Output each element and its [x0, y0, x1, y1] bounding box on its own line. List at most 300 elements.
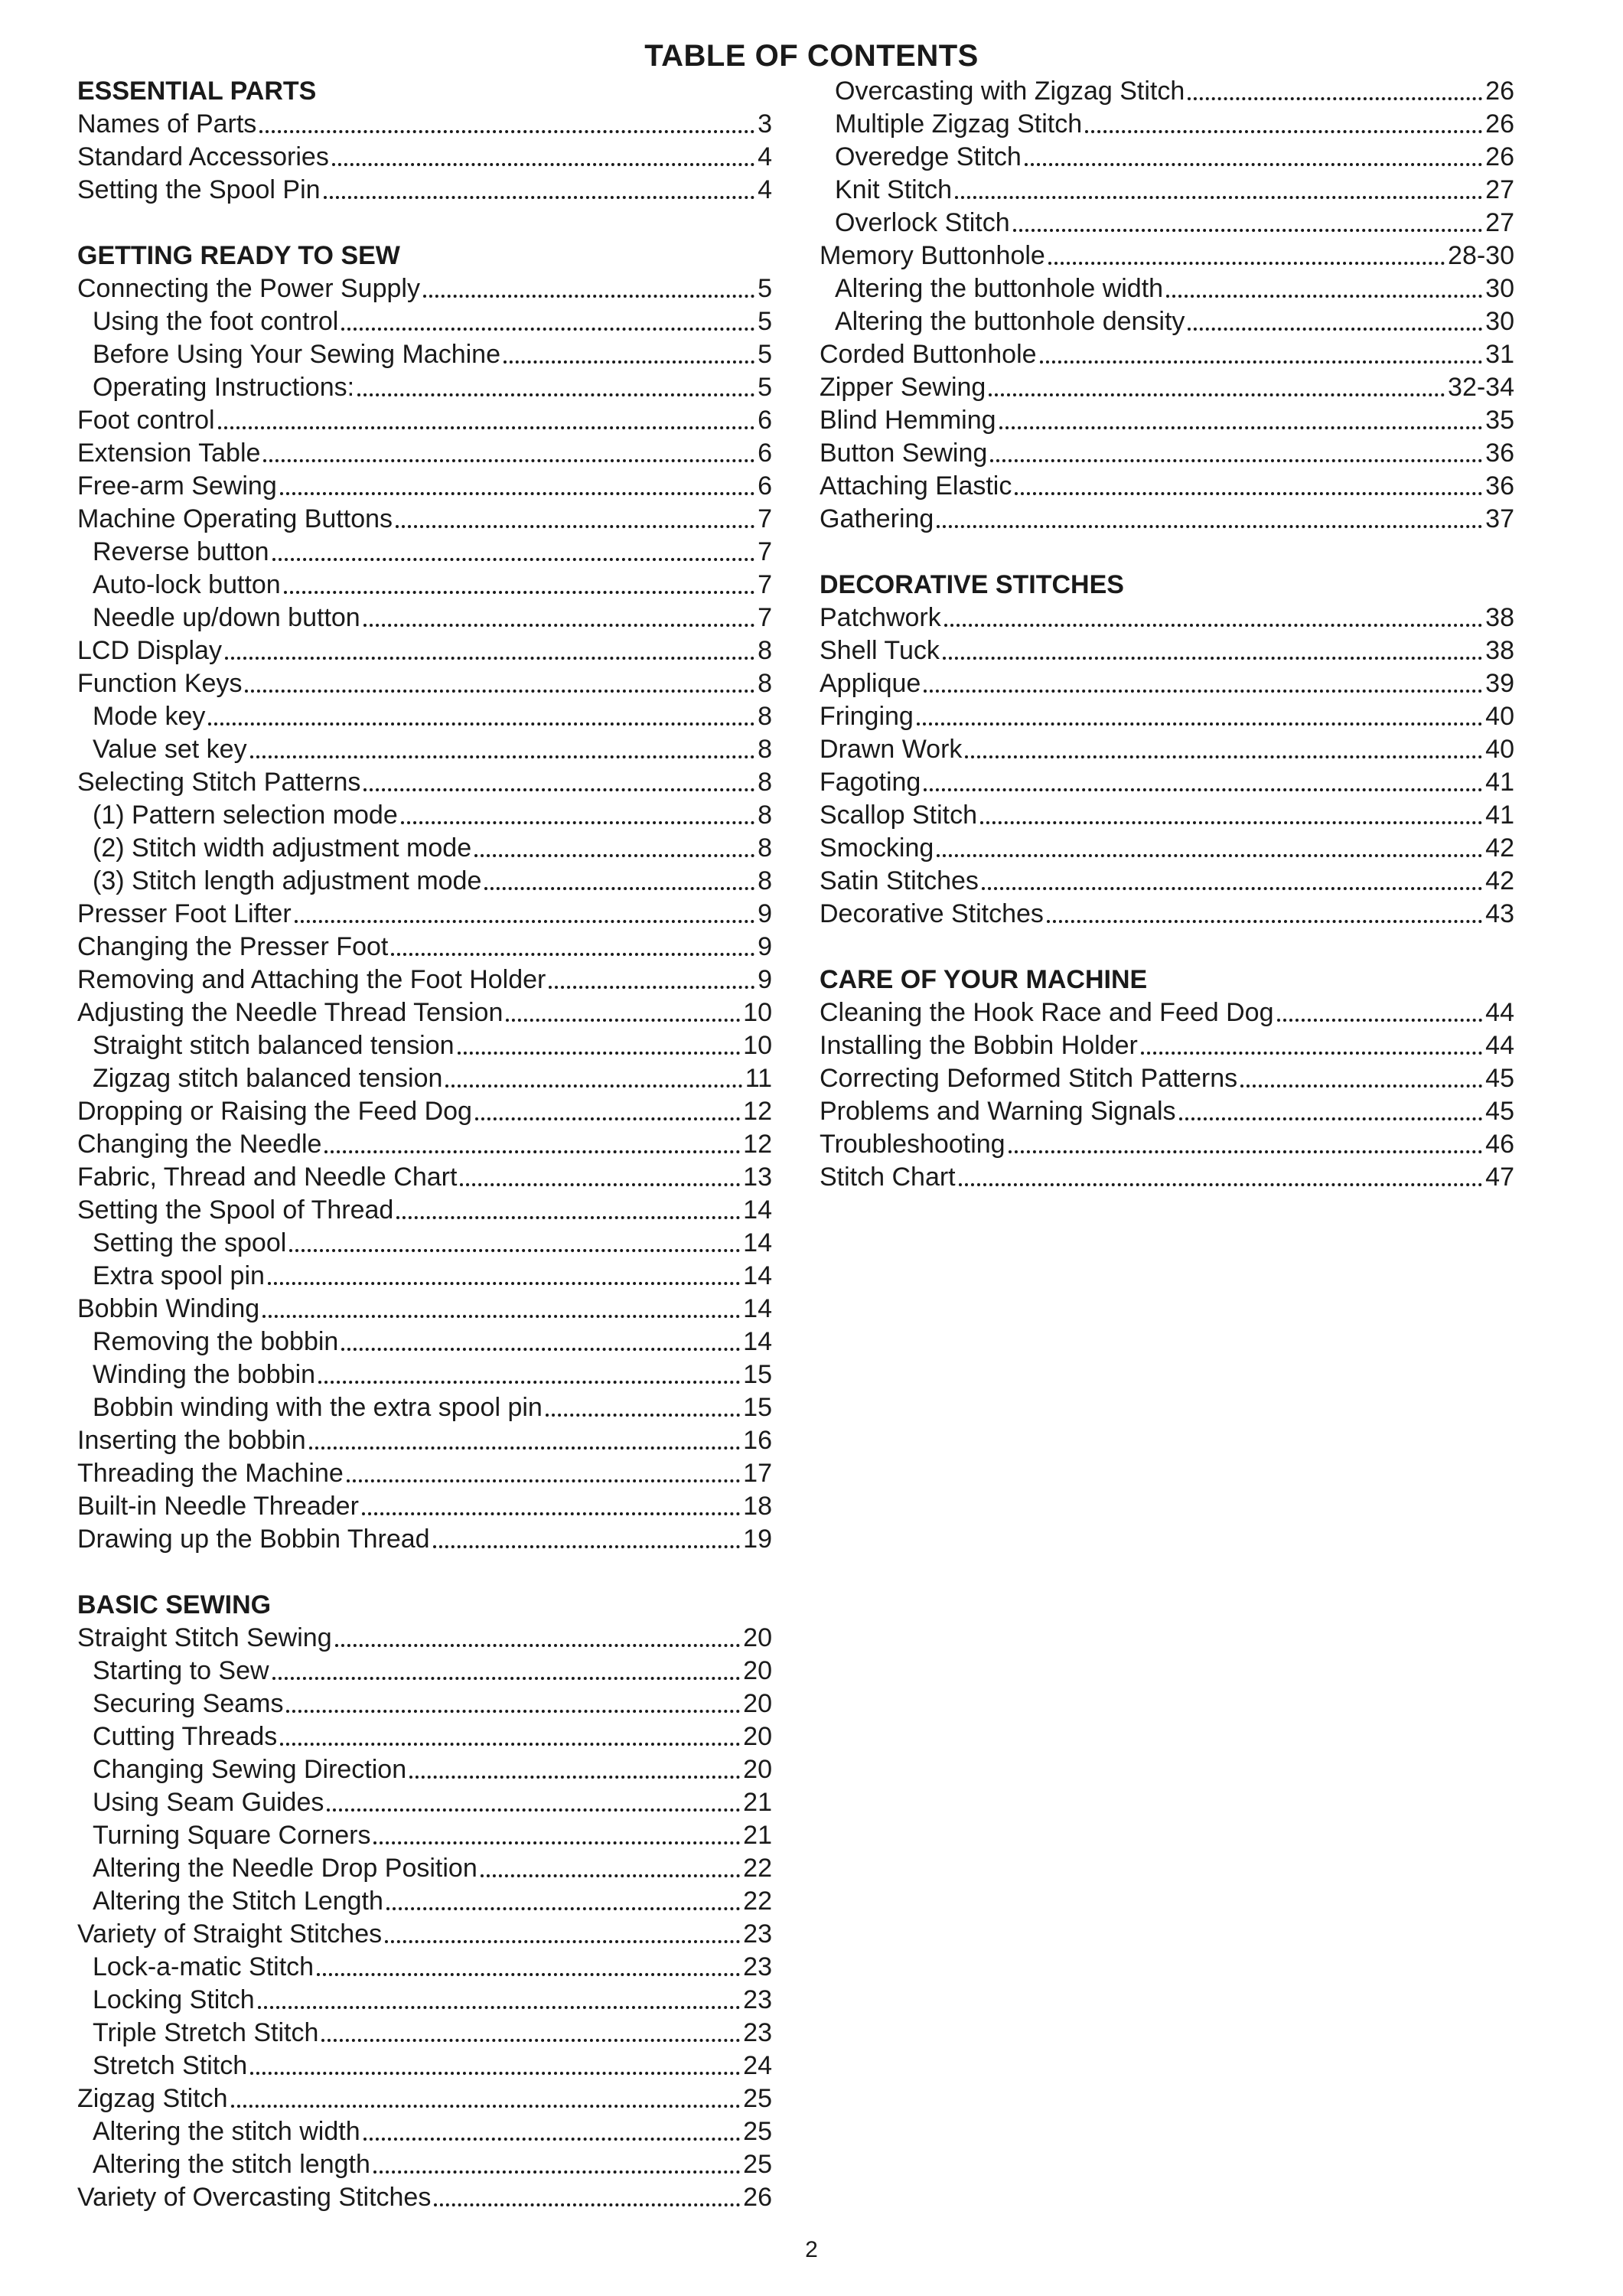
toc-entry[interactable]: [77, 1029, 772, 1062]
toc-entry-label: Presser Foot Lifter: [77, 899, 292, 928]
section-heading-essential-parts: ESSENTIAL PARTS: [77, 77, 317, 106]
toc-entry-page: 20: [743, 1689, 772, 1718]
toc-entry[interactable]: [820, 996, 1514, 1029]
dot-leader: [386, 1885, 740, 1918]
toc-entry-label: Altering the stitch width: [93, 2117, 360, 2146]
toc-entry[interactable]: [77, 1753, 772, 1786]
dot-leader: [309, 1424, 741, 1457]
toc-entry-label: Applique: [820, 669, 921, 698]
toc-entry-page: 23: [743, 1919, 772, 1949]
dot-leader: [258, 1984, 741, 2017]
toc-entry-label: Shell Tuck: [820, 636, 940, 665]
toc-entry-label: Using Seam Guides: [93, 1788, 324, 1817]
toc-entry-label: Straight stitch balanced tension: [93, 1031, 455, 1060]
toc-entry-label: Multiple Zigzag Stitch: [835, 109, 1083, 139]
dot-leader: [506, 996, 740, 1029]
dot-leader: [549, 964, 754, 996]
toc-entry-page: 11: [745, 1064, 772, 1093]
toc-entry[interactable]: [77, 1326, 772, 1358]
dot-leader: [1188, 75, 1482, 108]
toc-entry-page: 14: [743, 1228, 772, 1257]
dot-leader: [924, 766, 1482, 799]
toc-entry-label: Adjusting the Needle Thread Tension: [77, 998, 504, 1027]
page-number: 2: [805, 2237, 818, 2262]
toc-entry-label: Altering the stitch length: [93, 2150, 370, 2179]
dot-leader: [263, 437, 754, 470]
dot-leader: [1025, 141, 1482, 174]
toc-entry-page: 36: [1485, 439, 1514, 468]
toc-entry-label: Altering the Stitch Length: [93, 1887, 383, 1916]
toc-entry[interactable]: [77, 1786, 772, 1819]
toc-entry[interactable]: [820, 404, 1514, 437]
dot-leader: [980, 799, 1482, 832]
dot-leader: [1085, 108, 1482, 141]
toc-entry[interactable]: [77, 371, 772, 404]
toc-entry[interactable]: [820, 207, 1514, 240]
toc-entry-label: Scallop Stitch: [820, 801, 977, 830]
toc-entry-page: 8: [758, 669, 772, 698]
toc-entry-label: Using the foot control: [93, 307, 339, 336]
toc-entry-page: 22: [743, 1887, 772, 1916]
toc-entry-label: Overcasting with Zigzag Stitch: [835, 77, 1185, 106]
toc-entry-label: Free-arm Sewing: [77, 471, 277, 501]
toc-entry-label: Straight Stitch Sewing: [77, 1623, 332, 1652]
section-heading-decorative-stitches: DECORATIVE STITCHES: [820, 570, 1124, 599]
toc-entry[interactable]: [77, 272, 772, 305]
toc-entry[interactable]: [820, 766, 1514, 799]
toc-entry-page: 4: [758, 175, 772, 204]
toc-section: [820, 75, 1514, 536]
toc-entry[interactable]: [77, 141, 772, 174]
toc-entry[interactable]: [77, 1260, 772, 1293]
toc-entry-page: 44: [1485, 998, 1514, 1027]
toc-entry[interactable]: [77, 1622, 772, 1655]
toc-entry-page: 18: [743, 1492, 772, 1521]
toc-entry[interactable]: [820, 1095, 1514, 1128]
toc-right-column: [820, 75, 1514, 1194]
page-title: TABLE OF CONTENTS: [644, 39, 979, 73]
toc-entry[interactable]: [77, 634, 772, 667]
toc-entry[interactable]: [77, 1720, 772, 1753]
toc-entry-page: 7: [758, 504, 772, 533]
toc-entry[interactable]: [77, 503, 772, 536]
toc-entry[interactable]: [820, 141, 1514, 174]
toc-entry[interactable]: [820, 602, 1514, 634]
toc-entry-label: Altering the buttonhole width: [835, 274, 1164, 303]
dot-leader: [245, 667, 754, 700]
dot-leader: [363, 2115, 741, 2148]
toc-entry-page: 7: [758, 570, 772, 599]
toc-entry-page: 43: [1485, 899, 1514, 928]
toc-entry[interactable]: [77, 898, 772, 931]
toc-entry[interactable]: [77, 1194, 772, 1227]
section-heading-basic-sewing: BASIC SEWING: [77, 1590, 272, 1619]
toc-entry-label: Overlock Stitch: [835, 208, 1010, 237]
toc-entry-label: Satin Stitches: [820, 866, 979, 895]
toc-entry-label: Auto-lock button: [93, 570, 281, 599]
toc-entry-page: 42: [1485, 866, 1514, 895]
toc-entry-page: 14: [743, 1261, 772, 1290]
dot-leader: [324, 174, 755, 207]
toc-entry-page: 46: [1485, 1130, 1514, 1159]
toc-entry[interactable]: [77, 1490, 772, 1523]
toc-entry[interactable]: [820, 1029, 1514, 1062]
toc-entry[interactable]: [77, 1951, 772, 1984]
toc-entry-page: 26: [1485, 77, 1514, 106]
toc-entry[interactable]: [77, 1885, 772, 1918]
toc-entry-page: 10: [743, 1031, 772, 1060]
toc-entry-page: 13: [743, 1163, 772, 1192]
toc-entry-page: 23: [743, 2018, 772, 2047]
toc-entry-label: Zigzag stitch balanced tension: [93, 1064, 443, 1093]
toc-entry[interactable]: [77, 799, 772, 832]
toc-entry[interactable]: [77, 1227, 772, 1260]
toc-entry-page: 3: [758, 109, 772, 139]
toc-entry-page: 20: [743, 1623, 772, 1652]
toc-entry[interactable]: [77, 2181, 772, 2214]
toc-entry-page: 21: [743, 1788, 772, 1817]
toc-left-column: [77, 75, 772, 2214]
toc-entry-page: 6: [758, 406, 772, 435]
toc-entry-label: Setting the Spool of Thread: [77, 1195, 394, 1225]
toc-entry-page: 21: [743, 1821, 772, 1850]
toc-entry-page: 15: [743, 1393, 772, 1422]
toc-entry-page: 32-34: [1448, 373, 1514, 402]
dot-leader: [321, 2017, 740, 2050]
toc-entry[interactable]: [820, 174, 1514, 207]
toc-entry[interactable]: [820, 1062, 1514, 1095]
toc-entry-label: Setting the Spool Pin: [77, 175, 321, 204]
toc-entry-label: Fabric, Thread and Needle Chart: [77, 1163, 458, 1192]
dot-leader: [373, 1819, 740, 1852]
toc-entry[interactable]: [820, 700, 1514, 733]
toc-entry-label: Turning Square Corners: [93, 1821, 371, 1850]
toc-entry-label: Installing the Bobbin Holder: [820, 1031, 1138, 1060]
toc-entry[interactable]: [77, 338, 772, 371]
toc-entry[interactable]: [77, 108, 772, 141]
toc-entry-page: 20: [743, 1656, 772, 1685]
toc-entry[interactable]: [820, 634, 1514, 667]
toc-entry[interactable]: [820, 898, 1514, 931]
toc-entry-label: Button Sewing: [820, 439, 988, 468]
dot-leader: [1009, 1128, 1483, 1161]
toc-entry[interactable]: [820, 503, 1514, 536]
toc-entry-page: 8: [758, 866, 772, 895]
toc-entry[interactable]: [77, 602, 772, 634]
toc-entry[interactable]: [77, 1095, 772, 1128]
dot-leader: [396, 503, 754, 536]
toc-entry-page: 30: [1485, 307, 1514, 336]
toc-entry[interactable]: [820, 108, 1514, 141]
toc-entry-page: 14: [743, 1294, 772, 1323]
dot-leader: [409, 1753, 740, 1786]
dot-leader: [295, 898, 754, 931]
toc-entry-label: (3) Stitch length adjustment mode: [93, 866, 482, 895]
dot-leader: [1047, 898, 1482, 931]
toc-entry-label: Connecting the Power Supply: [77, 274, 420, 303]
toc-entry[interactable]: [77, 1688, 772, 1720]
toc-entry[interactable]: [820, 470, 1514, 503]
dot-leader: [423, 272, 754, 305]
toc-entry[interactable]: [77, 2050, 772, 2082]
toc-entry-label: Gathering: [820, 504, 934, 533]
toc-entry-page: 8: [758, 768, 772, 797]
toc-entry[interactable]: [77, 536, 772, 569]
dot-leader: [284, 569, 754, 602]
toc-entry-label: Corded Buttonhole: [820, 340, 1037, 369]
toc-entry[interactable]: [77, 931, 772, 964]
toc-entry[interactable]: [820, 733, 1514, 766]
dot-leader: [280, 470, 754, 503]
dot-leader: [363, 602, 754, 634]
dot-leader: [999, 404, 1483, 437]
dot-leader: [937, 832, 1482, 865]
toc-entry[interactable]: [77, 766, 772, 799]
toc-entry[interactable]: [77, 2148, 772, 2181]
dot-leader: [433, 1523, 741, 1556]
toc-entry[interactable]: [77, 404, 772, 437]
dot-leader: [1240, 1062, 1482, 1095]
toc-entry-label: Locking Stitch: [93, 1985, 255, 2014]
toc-entry-page: 40: [1485, 735, 1514, 764]
toc-entry[interactable]: [820, 1128, 1514, 1161]
dot-leader: [391, 931, 754, 964]
toc-entry-label: Altering the Needle Drop Position: [93, 1854, 477, 1883]
toc-entry[interactable]: [77, 2017, 772, 2050]
toc-entry[interactable]: [820, 272, 1514, 305]
toc-entry[interactable]: [77, 1984, 772, 2017]
toc-entry[interactable]: [77, 1852, 772, 1885]
toc-entry-label: Correcting Deformed Stitch Patterns: [820, 1064, 1238, 1093]
dot-leader: [458, 1029, 741, 1062]
toc-entry-page: 41: [1485, 768, 1514, 797]
toc-entry-page: 23: [743, 1985, 772, 2014]
toc-entry[interactable]: [77, 174, 772, 207]
dot-leader: [289, 1227, 740, 1260]
section-heading-care-of-your-machine: CARE OF YOUR MACHINE: [820, 965, 1148, 994]
toc-entry-label: Lock-a-matic Stitch: [93, 1952, 314, 1981]
dot-leader: [546, 1391, 740, 1424]
toc-entry[interactable]: [820, 799, 1514, 832]
dot-leader: [373, 2148, 740, 2181]
toc-entry[interactable]: [820, 305, 1514, 338]
dot-leader: [481, 1852, 740, 1885]
dot-leader: [990, 437, 1482, 470]
toc-entry-page: 44: [1485, 1031, 1514, 1060]
toc-entry[interactable]: [77, 470, 772, 503]
dot-leader: [504, 338, 754, 371]
toc-entry[interactable]: [77, 1062, 772, 1095]
toc-entry-label: Removing and Attaching the Foot Holder: [77, 965, 546, 994]
toc-entry[interactable]: [820, 832, 1514, 865]
toc-entry[interactable]: [77, 437, 772, 470]
toc-entry-label: Starting to Sew: [93, 1656, 269, 1685]
toc-entry[interactable]: [77, 1128, 772, 1161]
toc-entry-page: 24: [743, 2051, 772, 2080]
toc-entry-page: 36: [1485, 471, 1514, 501]
toc-entry[interactable]: [820, 437, 1514, 470]
toc-entry[interactable]: [820, 667, 1514, 700]
toc-entry[interactable]: [77, 1655, 772, 1688]
toc-entry-label: Setting the spool: [93, 1228, 287, 1257]
toc-section: [820, 569, 1514, 931]
toc-entry-page: 27: [1485, 208, 1514, 237]
dot-leader: [324, 1128, 740, 1161]
toc-entry-label: Dropping or Raising the Feed Dog: [77, 1097, 472, 1126]
toc-entry-page: 26: [1485, 109, 1514, 139]
dot-leader: [434, 2181, 740, 2214]
dot-leader: [272, 536, 754, 569]
toc-entry-page: 17: [743, 1459, 772, 1488]
dot-leader: [332, 141, 754, 174]
toc-entry-label: Mode key: [93, 702, 206, 731]
dot-leader: [989, 371, 1445, 404]
toc-entry[interactable]: [77, 700, 772, 733]
toc-entry-label: Memory Buttonhole: [820, 241, 1045, 270]
toc-entry-page: 9: [758, 965, 772, 994]
toc-entry-label: Stretch Stitch: [93, 2051, 248, 2080]
toc-entry-page: 25: [743, 2150, 772, 2179]
toc-entry-label: Value set key: [93, 735, 247, 764]
toc-entry-page: 42: [1485, 833, 1514, 863]
toc-entry-label: Machine Operating Buttons: [77, 504, 393, 533]
toc-entry-label: Changing Sewing Direction: [93, 1755, 407, 1784]
dot-leader: [1013, 207, 1483, 240]
toc-entry-label: Threading the Machine: [77, 1459, 344, 1488]
dot-leader: [1141, 1029, 1482, 1062]
dot-leader: [231, 2082, 741, 2115]
toc-entry-label: Foot control: [77, 406, 215, 435]
dot-leader: [262, 1293, 740, 1326]
toc-entry[interactable]: [77, 1161, 772, 1194]
toc-entry-label: Bobbin winding with the extra spool pin: [93, 1393, 543, 1422]
toc-entry[interactable]: [77, 996, 772, 1029]
toc-entry-label: Patchwork: [820, 603, 941, 632]
toc-entry-label: Changing the Presser Foot: [77, 932, 389, 961]
toc-entry-label: Extension Table: [77, 439, 261, 468]
toc-entry-label: Cleaning the Hook Race and Feed Dog: [820, 998, 1274, 1027]
dot-leader: [208, 700, 754, 733]
toc-entry-label: Decorative Stitches: [820, 899, 1044, 928]
dot-leader: [362, 1490, 740, 1523]
toc-entry[interactable]: [77, 2082, 772, 2115]
dot-leader: [982, 865, 1482, 898]
toc-entry[interactable]: [77, 865, 772, 898]
toc-entry[interactable]: [77, 733, 772, 766]
toc-entry[interactable]: [77, 1293, 772, 1326]
toc-entry[interactable]: [820, 240, 1514, 272]
toc-entry[interactable]: [77, 1819, 772, 1852]
toc-entry[interactable]: [77, 305, 772, 338]
toc-entry[interactable]: [77, 1523, 772, 1556]
dot-leader: [259, 108, 754, 141]
toc-entry-label: (2) Stitch width adjustment mode: [93, 833, 472, 863]
toc-entry-label: Triple Stretch Stitch: [93, 2018, 319, 2047]
dot-leader: [250, 2050, 740, 2082]
toc-entry[interactable]: [820, 338, 1514, 371]
toc-entry-page: 27: [1485, 175, 1514, 204]
toc-entry-page: 40: [1485, 702, 1514, 731]
toc-entry[interactable]: [77, 1391, 772, 1424]
toc-entry-label: Securing Seams: [93, 1689, 284, 1718]
section-heading-getting-ready-to-sew: GETTING READY TO SEW: [77, 241, 400, 270]
toc-entry[interactable]: [77, 2115, 772, 2148]
dot-leader: [944, 602, 1482, 634]
dot-leader: [1166, 272, 1482, 305]
toc-entry-label: Zipper Sewing: [820, 373, 986, 402]
toc-entry-page: 4: [758, 142, 772, 171]
toc-entry-label: Variety of Straight Stitches: [77, 1919, 383, 1949]
toc-entry[interactable]: [77, 1457, 772, 1490]
toc-entry-page: 23: [743, 1952, 772, 1981]
dot-leader: [250, 733, 754, 766]
toc-entry-page: 8: [758, 702, 772, 731]
dot-leader: [460, 1161, 740, 1194]
toc-entry-label: Standard Accessories: [77, 142, 329, 171]
toc-entry-page: 10: [743, 998, 772, 1027]
toc-entry-page: 5: [758, 274, 772, 303]
toc-entry-page: 35: [1485, 406, 1514, 435]
dot-leader: [363, 766, 754, 799]
toc-entry-page: 9: [758, 899, 772, 928]
toc-entry-page: 5: [758, 373, 772, 402]
toc-entry-page: 7: [758, 537, 772, 566]
toc-entry-label: Winding the bobbin: [93, 1360, 316, 1389]
toc-entry[interactable]: [77, 832, 772, 865]
toc-entry-page: 47: [1485, 1163, 1514, 1192]
dot-leader: [1277, 996, 1483, 1029]
toc-entry-page: 31: [1485, 340, 1514, 369]
dot-leader: [385, 1918, 740, 1951]
toc-entry[interactable]: [77, 1358, 772, 1391]
toc-entry[interactable]: [820, 1161, 1514, 1194]
toc-entry-label: Inserting the bobbin: [77, 1426, 306, 1455]
dot-leader: [445, 1062, 741, 1095]
toc-entry-page: 20: [743, 1722, 772, 1751]
toc-entry-label: Function Keys: [77, 669, 243, 698]
toc-entry[interactable]: [77, 1918, 772, 1951]
toc-entry-label: Needle up/down button: [93, 603, 360, 632]
toc-entry[interactable]: [820, 371, 1514, 404]
dot-leader: [917, 700, 1482, 733]
toc-entry-label: Attaching Elastic: [820, 471, 1012, 501]
toc-entry-label: Selecting Stitch Patterns: [77, 768, 361, 797]
toc-entry-label: (1) Pattern selection mode: [93, 801, 398, 830]
toc-entry-label: Before Using Your Sewing Machine: [93, 340, 500, 369]
dot-leader: [943, 634, 1482, 667]
toc-entry[interactable]: [820, 75, 1514, 108]
dot-leader: [341, 1326, 740, 1358]
dot-leader: [959, 1161, 1483, 1194]
toc-entry[interactable]: [77, 964, 772, 996]
toc-entry-page: 5: [758, 340, 772, 369]
toc-entry-page: 8: [758, 801, 772, 830]
toc-entry-page: 15: [743, 1360, 772, 1389]
toc-entry-page: 45: [1485, 1064, 1514, 1093]
toc-entry-label: Operating Instructions:: [93, 373, 355, 402]
toc-entry-page: 9: [758, 932, 772, 961]
toc-entry[interactable]: [77, 1424, 772, 1457]
toc-entry[interactable]: [77, 569, 772, 602]
toc-entry[interactable]: [820, 865, 1514, 898]
toc-entry-page: 8: [758, 833, 772, 863]
toc-entry-page: 19: [743, 1525, 772, 1554]
toc-entry[interactable]: [77, 667, 772, 700]
toc-entry-page: 39: [1485, 669, 1514, 698]
dot-leader: [924, 667, 1482, 700]
dot-leader: [1048, 240, 1445, 272]
toc-entry-label: Fringing: [820, 702, 914, 731]
